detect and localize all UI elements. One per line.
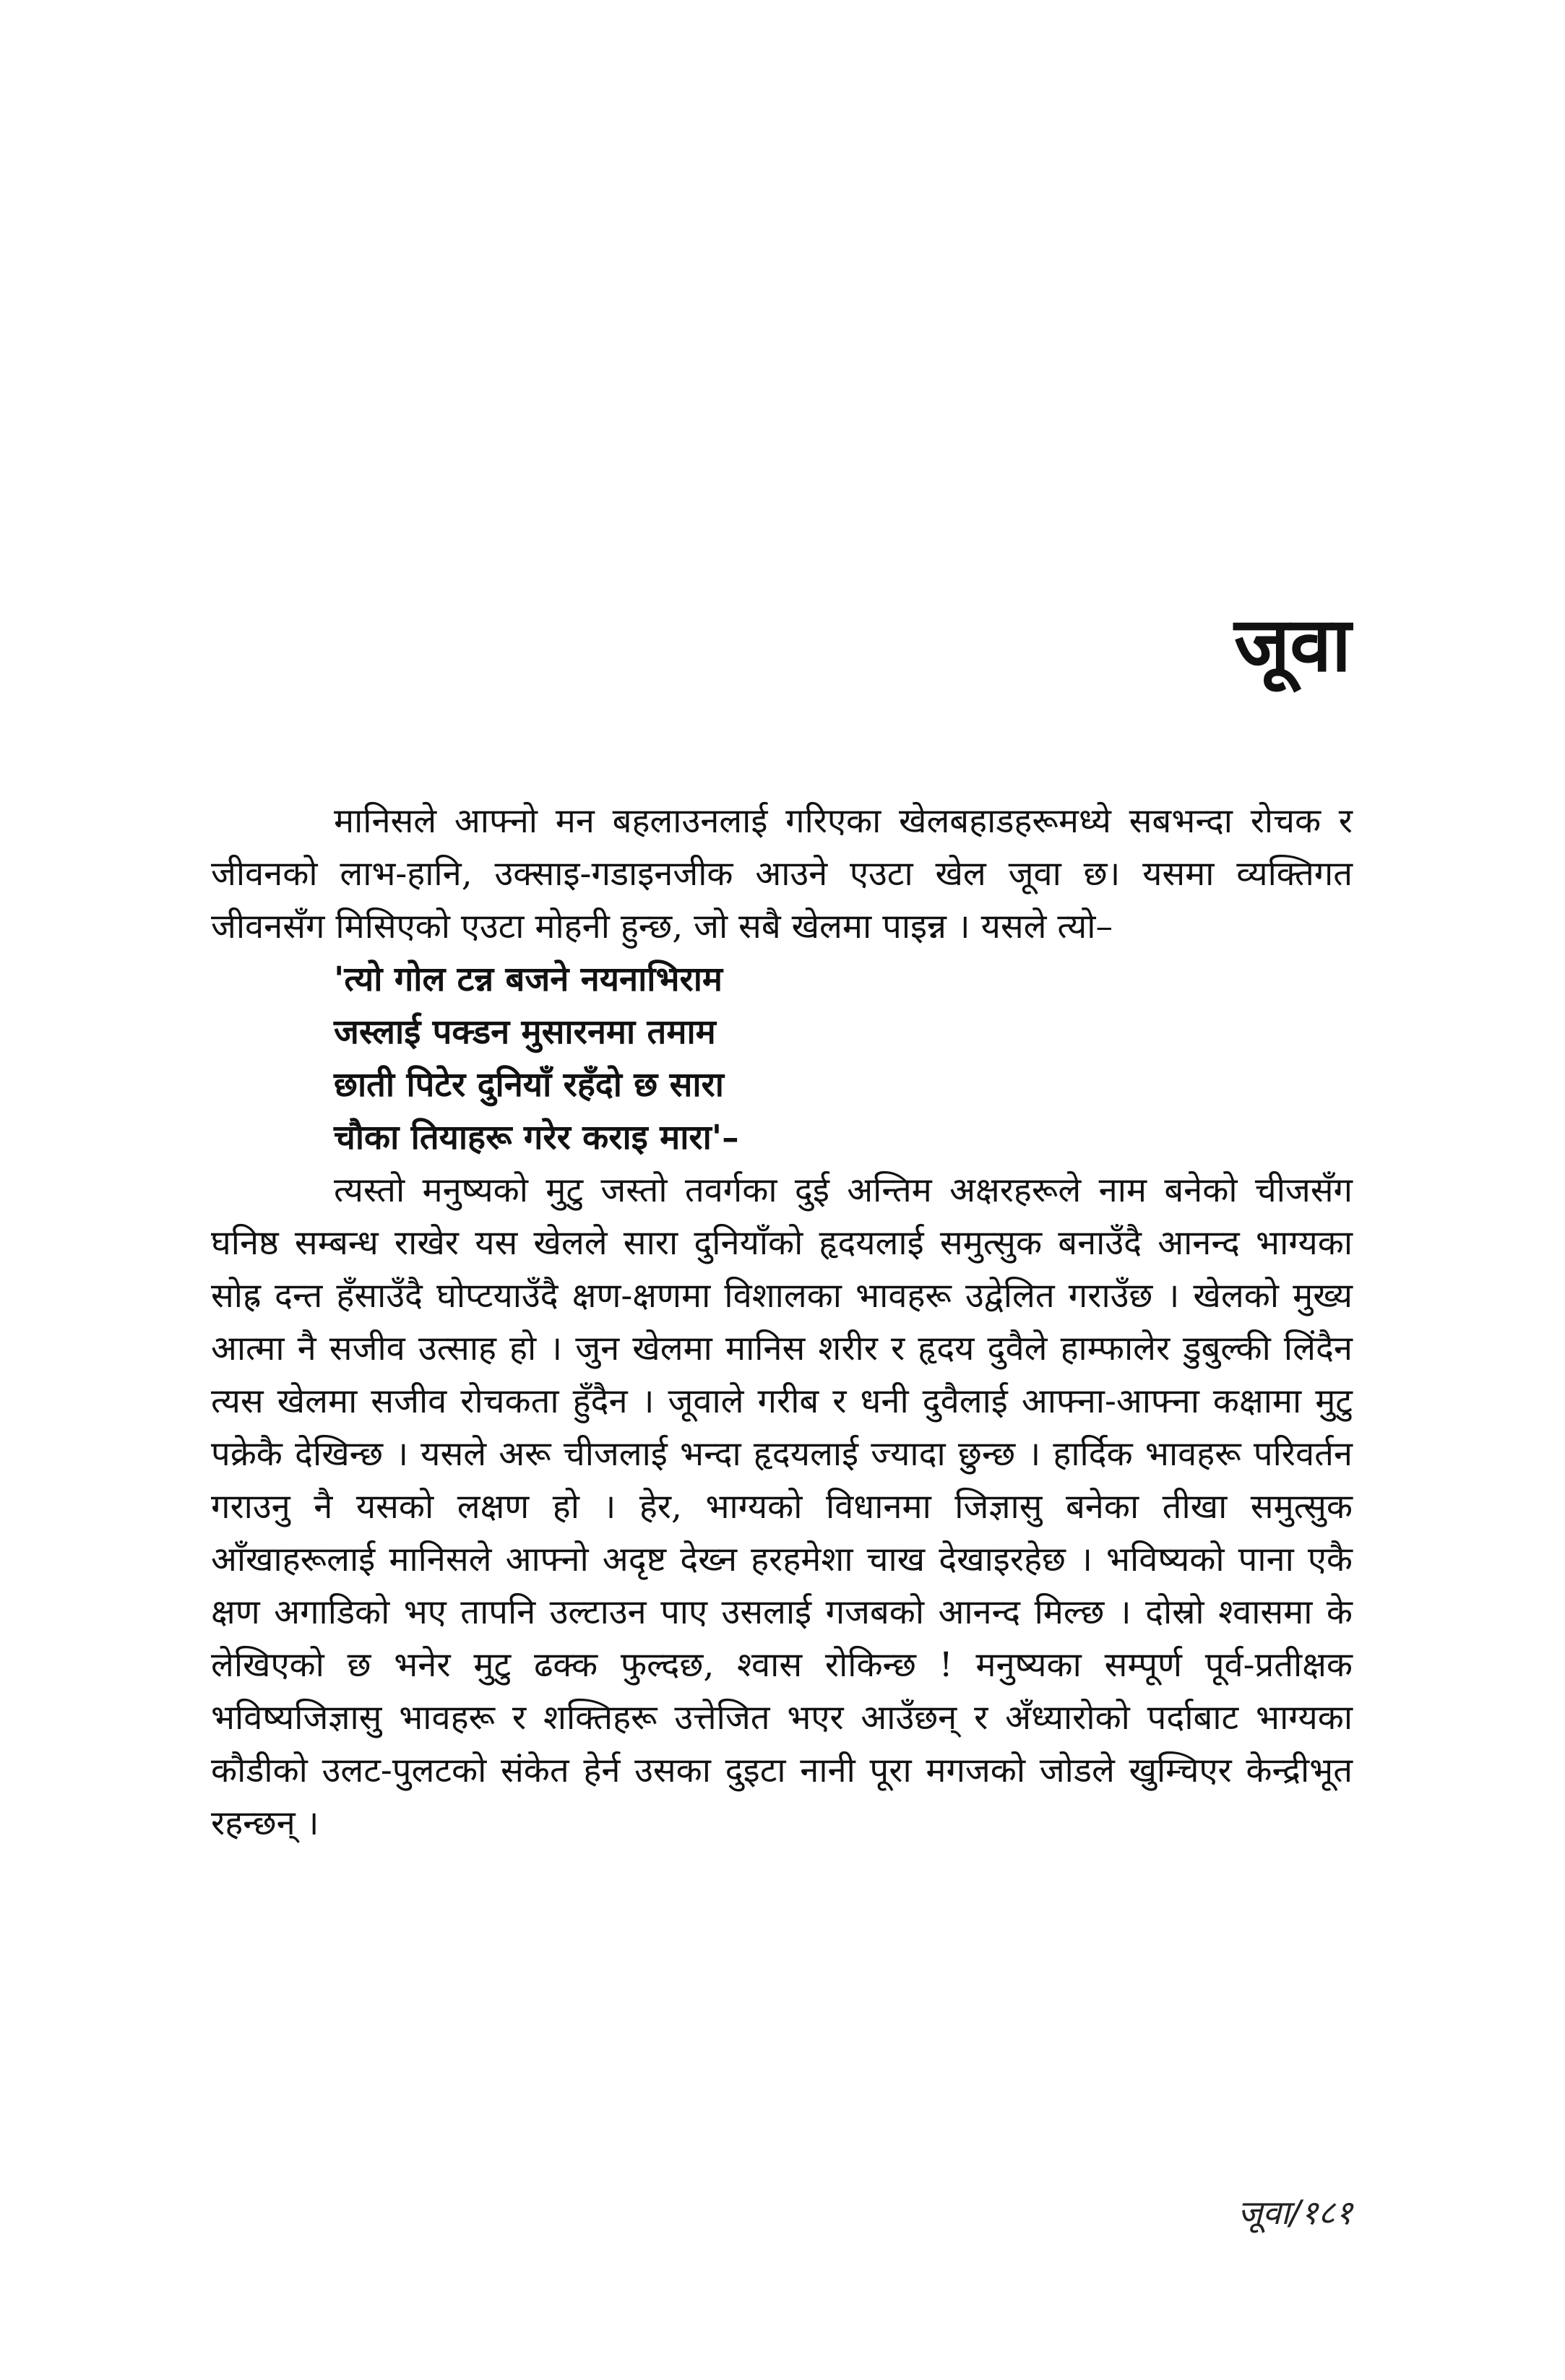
verse-line: छाती पिटेर दुनियाँ रहँदो छ सारा <box>334 1065 724 1105</box>
page-footer: जूवा/१८१ <box>1238 2193 1353 2232</box>
verse-line: 'त्यो गोल टन्न बजने नयनाभिराम <box>334 960 723 999</box>
chapter-title: जूवा <box>1234 600 1351 689</box>
verse-line: चौका तियाहरू गरेर कराइ मारा'– <box>334 1118 739 1157</box>
paragraph-intro: मानिसले आफ्नो मन बहलाउनलाई गरिएका खेलबहाडहरूमध्ये सबभन्दा रोचक र जीवनको लाभ-हानि, उक्साइ-गडाइनजीक आउने एउटा खेल जूवा छ। यसमा व्यक्तिगत जीवनसँग मिसिएको एउटा मोहनी हुन्छ, जो सबै खेलमा पाइन्न । यसले त्यो– <box>211 801 1353 947</box>
chapter-body <box>211 795 1353 1850</box>
verse-block <box>211 953 1353 1164</box>
verse-line: जस्लाई पक्डन मुसारनमा तमाम <box>334 1012 716 1052</box>
paragraph-main: त्यस्तो मनुष्यको मुटु जस्तो तवर्गका दुई अन्तिम अक्षरहरूले नाम बनेको चीजसँग घनिष्ठ सम्बन्ध राखेर यस खेलले सारा दुनियाँको हृदयलाई समुत्सुक बनाउँदै आनन्द भाग्यका सोह्र दन्त हँसाउँदै घोप्टयाउँदै क्षण-क्षणमा विशालका भावहरू उद्वेलित गराउँछ । खेलको मुख्य आत्मा नै सजीव उत्साह हो । जुन खेलमा मानिस शरीर र हृदय दुवैले हाम्फालेर डुबुल्की लिंदैन त्यस खेलमा सजीव रोचकता हुँदैन । जूवाले गरीब र धनी दुवैलाई आफ्ना-आफ्ना कक्षामा मुटु पक्रेकै देखिन्छ । यसले अरू चीजलाई भन्दा हृदयलाई ज्यादा छुन्छ । हार्दिक भावहरू परिवर्तन गराउनु नै यसको लक्षण हो । हेर, भाग्यको विधानमा जिज्ञासु बनेका तीखा समुत्सुक आँखाहरूलाई मानिसले आफ्नो अदृष्ट देख्न हरहमेशा चाख देखाइरहेछ । भविष्यको पाना एकै क्षण अगाडिको भए तापनि उल्टाउन पाए उसलाई गजबको आनन्द मिल्छ । दोस्रो श्वासमा के लेखिएको छ भनेर मुटु ढक्क फुल्दछ, श्वास रोकिन्छ ! मनुष्यका सम्पूर्ण पूर्व-प्रतीक्षक भविष्यजिज्ञासु भावहरू र शक्तिहरू उत्तेजित भएर आउँछन् र अँध्यारोको पर्दाबाट भाग्यका कौडीको उलट-पुलटको संकेत हेर्न उसका दुइटा नानी पूरा मगजको जोडले खुम्चिएर केन्द्रीभूत रहन्छन् । <box>211 1170 1353 1843</box>
